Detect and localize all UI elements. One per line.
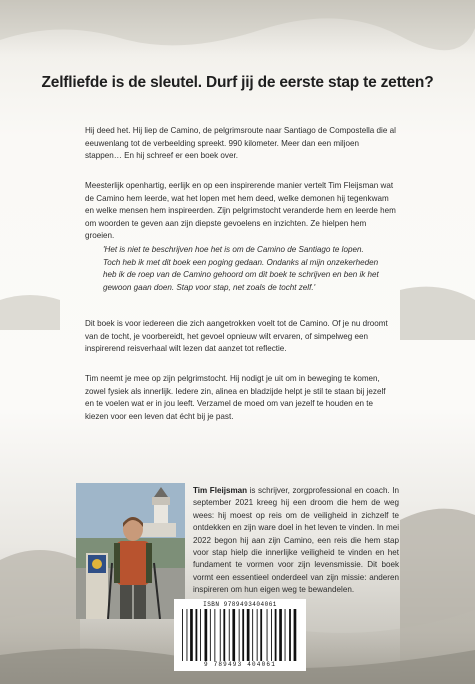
author-bio-text: is schrijver, zorgprofessional en coach. In september 2021 kreeg hij een droom die hem de weg wees: hij moest op reis om de veiligheid in zichzelf te ontdekken en zijn ware doel in het leven te vinden. In mei 2022 begon hij aan zijn Camino, een reis die hem stap voor stap hielp die innerlijke veiligheid te vinden en het fundament te vormen voor zijn levensmissie. Dit boek vormt een essentieel onderdeel van zijn missie: anderen inspireren om hun eigen weg te bewandelen.: [193, 486, 399, 595]
barcode-bar: [239, 609, 240, 661]
barcode-bar: [232, 609, 235, 661]
barcode-bar: [200, 609, 201, 661]
isbn-label: ISBN 9789493404061: [203, 601, 277, 608]
barcode-bar: [182, 609, 183, 661]
author-photo: [76, 483, 185, 619]
barcode-bar: [257, 609, 258, 661]
author-bio: [193, 485, 399, 597]
barcode-bar: [210, 609, 211, 661]
barcode-bar: [252, 609, 253, 661]
barcode-bar: [214, 609, 215, 661]
paragraph-intro: Hij deed het. Hij liep de Camino, de pelgrimsroute naar Santiago de Compostella die al eeuwenlang tot de verbeelding spreekt. 990 kilometer. Meer dan een miljoen stappen… En hij schreef er een boek over.: [85, 126, 396, 160]
paragraph-invitation: Tim neemt je mee op zijn pelgrimstocht. Hij nodigt je uit om in beweging te komen, zowel fysiek als innerlijk. Iedere zin, alinea en bladzijde helpt je stil te staan bij jezelf en te voelen wat er in jou leeft. Verzamel de moed om van jezelf te houden en te kiezen voor een leven dat écht bij je past.: [85, 374, 386, 421]
barcode-bar: [260, 609, 262, 661]
barcode-bar: [223, 609, 225, 661]
paragraph-audience: Dit boek is voor iedereen die zich aangetrokken voelt tot de Camino. Of je nu droomt van de tocht, je voorbereidt, het gevoel opnieuw wilt ervaren, of simpelweg een inspirerend reisverhaal wilt lezen dat aanzet tot reflectie.: [85, 319, 388, 353]
paragraph-description: Meesterlijk openhartig, eerlijk en op een inspirerende manier vertelt Tim Fleijsman wat de Camino hem leerde, wat het lopen met hem deed, welke demonen hij tegenkwam en welke mensen hem inspireerden. Zijn pelgrimstocht veranderde hem en leerde hem om woorden te geven aan zijn diepste gevoelens en inzichten. Ze hielpen hem groeien.: [85, 181, 396, 240]
barcode-bar: [196, 609, 198, 661]
barcode-bar: [267, 609, 268, 661]
author-name: Tim Fleijsman: [193, 486, 248, 495]
barcode-bar: [289, 609, 291, 661]
barcode-bar: [285, 609, 286, 661]
barcode-bar: [242, 609, 244, 661]
author-quote: 'Het is niet te beschrijven hoe het is om de Camino de Santiago te lopen. Toch heb ik met dit boek een poging gedaan. Ondanks al mijn onzekerheden heb ik de roep van de Camino gehoord om dit boek te schrijven en ben ik het gewoon gaan doen. Stap voor stap, net zoals de tocht zelf.': [103, 245, 379, 292]
barcode-bar: [229, 609, 230, 661]
barcode-bar: [205, 609, 208, 661]
barcode-bar: [279, 609, 282, 661]
barcode-bar: [294, 609, 297, 661]
barcode-bar: [271, 609, 272, 661]
barcode-bars: [182, 609, 298, 661]
barcode-bar: [187, 609, 188, 661]
isbn-barcode: [174, 599, 306, 671]
author-photo-illustration: [76, 483, 185, 619]
barcode-digits: 9 789493 404061: [203, 661, 276, 668]
barcode-bar: [220, 609, 221, 661]
barcode-bar: [247, 609, 250, 661]
barcode-bar: [190, 609, 193, 661]
headline: Zelfliefde is de sleutel. Durf jij de eerste stap te zetten?: [41, 74, 434, 91]
barcode-bar: [275, 609, 277, 661]
